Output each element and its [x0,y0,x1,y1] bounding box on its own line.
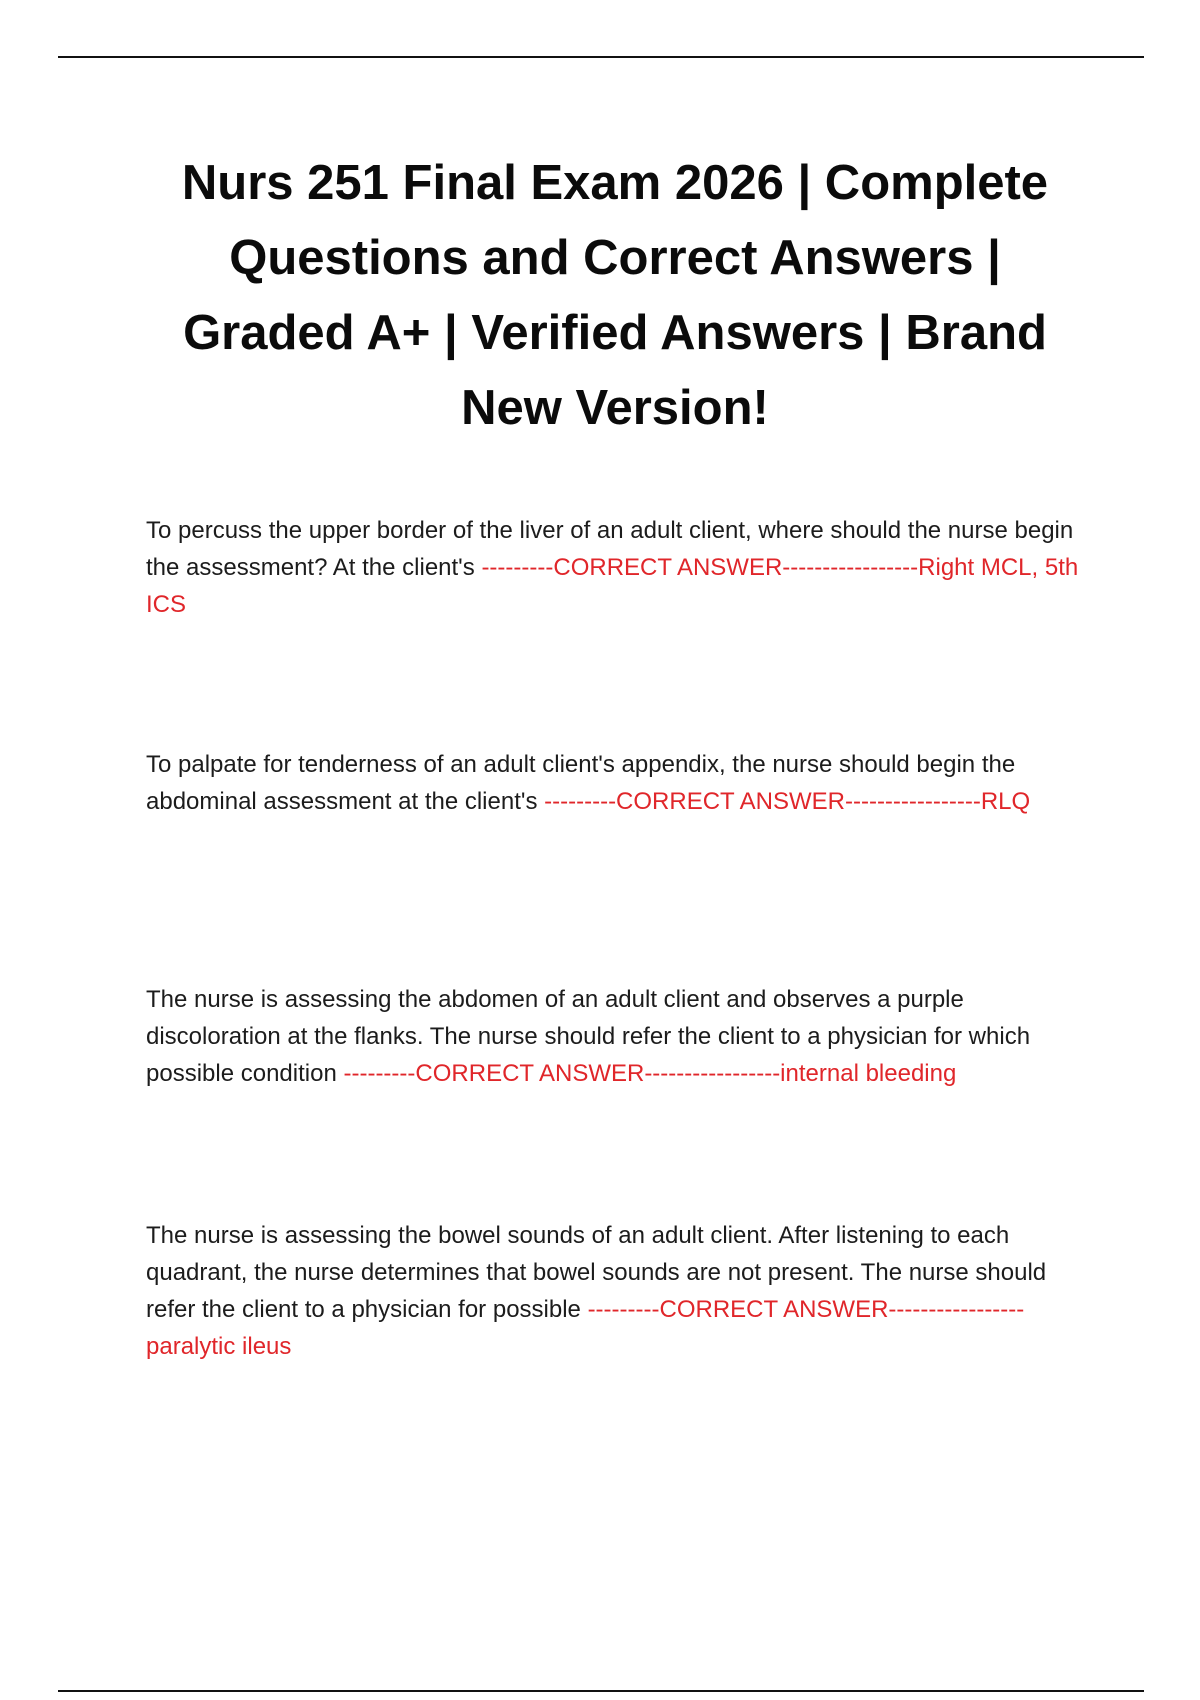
answer-text: ---------CORRECT ANSWER-----------------internal bleeding [343,1060,957,1087]
top-rule [58,56,1144,58]
question-text: The nurse is assessing the abdomen of an adult client and observes a purple discoloration at the flanks. The nurse should refer the client to a physician for which possible condition [146,986,1031,1087]
question-text: The nurse is assessing the bowel sounds of an adult client. After listening to each quadrant, the nurse determines that bowel sounds are not present. The nurse should refer the client to a physician for possible [146,1222,1047,1323]
answer-text: ---------CORRECT ANSWER-----------------paralytic ileus [146,1296,1025,1360]
qa-item-2 [146,746,1096,820]
answer-text: ---------CORRECT ANSWER-----------------RLQ [544,788,1031,815]
document-title: Nurs 251 Final Exam 2026 | Complete Questions and Correct Answers | Graded A+ | Verified Answers | Brand New Version! [181,156,1049,435]
answer-text: ---------CORRECT ANSWER-----------------Right MCL, 5th ICS [146,554,1079,618]
question-text: To palpate for tenderness of an adult client's appendix, the nurse should begin the abdominal assessment at the client's [146,751,1016,815]
qa-item-4 [146,1217,1096,1365]
qa-item-3 [146,981,1096,1092]
bottom-rule [58,1690,1144,1692]
qa-item-1 [146,512,1096,623]
question-text: To percuss the upper border of the liver of an adult client, where should the nurse begin the assessment? At the client's [146,517,1074,581]
